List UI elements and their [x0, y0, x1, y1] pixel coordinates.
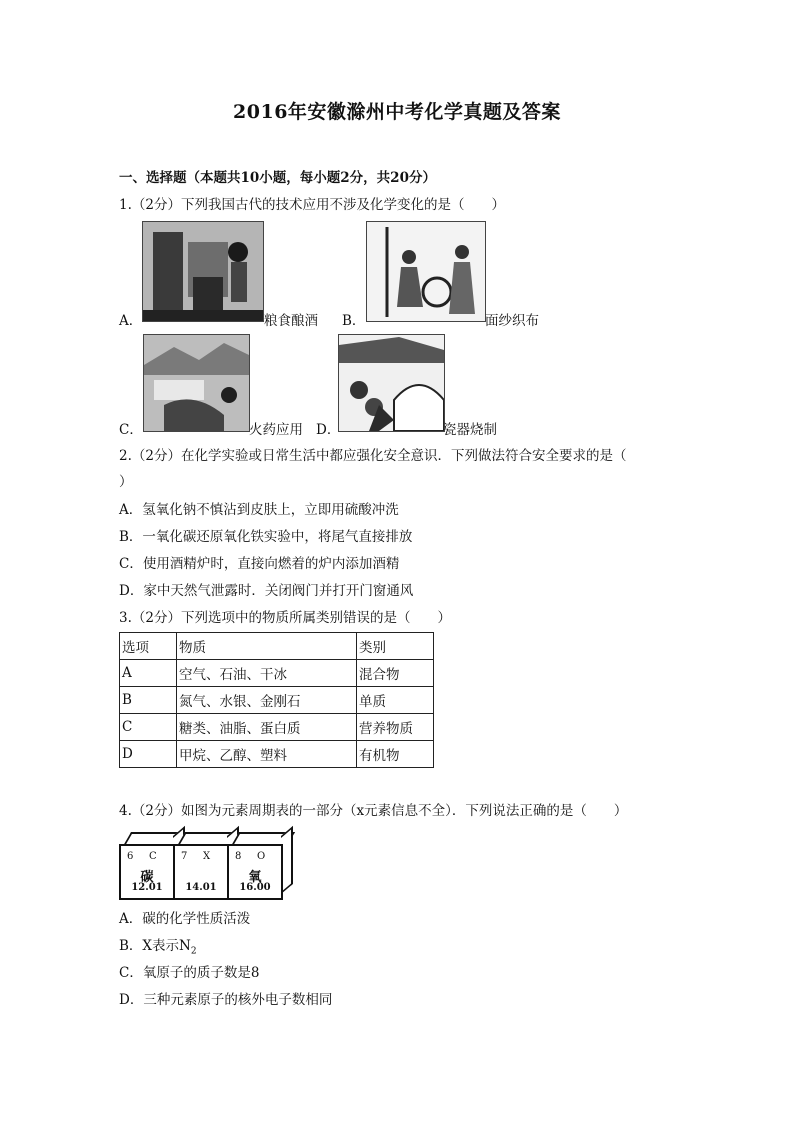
cell-option: B	[120, 687, 177, 714]
table-row	[120, 660, 434, 687]
page-title: 2016年安徽滁州中考化学真题及答案	[233, 101, 561, 123]
q4-option-b-subscript: 2	[190, 946, 197, 957]
q4-option-b	[119, 934, 197, 957]
option-a-letter: A．	[119, 313, 143, 329]
atomic-number: 7	[181, 851, 188, 862]
q4-option-c: C．氧原子的质子数是8	[119, 965, 260, 981]
brewing-illustration	[142, 221, 264, 322]
cell-category: 单质	[357, 687, 434, 714]
table-row	[120, 714, 434, 741]
element-symbol: C	[149, 851, 157, 862]
weaving-illustration	[366, 221, 486, 322]
cell-option: C	[120, 714, 177, 741]
cell-category: 营养物质	[357, 714, 434, 741]
q4-option-a: A．碳的化学性质活泼	[119, 911, 251, 927]
header-option: 选项	[120, 633, 177, 660]
table-row	[120, 687, 434, 714]
q4-stem: 4.（2分）如图为元素周期表的一部分（x元素信息不全）．下列说法正确的是（ ）	[119, 803, 628, 819]
atomic-mass: 12.01	[131, 882, 163, 893]
q2-option-d: D．家中天然气泄露时．关闭阀门并打开门窗通风	[119, 583, 414, 599]
header-category: 类别	[357, 633, 434, 660]
option-d-letter: D．	[316, 422, 341, 438]
cell-substance: 空气、石油、干冰	[177, 660, 357, 687]
cell-option: A	[120, 660, 177, 687]
q3-stem: 3.（2分）下列选项中的物质所属类别错误的是（ ）	[119, 610, 451, 626]
header-substance: 物质	[177, 633, 357, 660]
option-d-caption: 瓷器烧制	[443, 422, 497, 438]
table-row	[120, 741, 434, 768]
cell-substance: 甲烷、乙醇、塑料	[177, 741, 357, 768]
option-c-letter: C．	[119, 422, 143, 438]
cell-option: D	[120, 741, 177, 768]
atomic-number: 6	[127, 851, 134, 862]
q2-option-a: A．氢氧化钠不慎沾到皮肤上，立即用硫酸冲洗	[119, 502, 399, 518]
q4-option-b-text: B．X表示N	[119, 938, 191, 954]
element-name: 碳	[140, 870, 154, 885]
gunpowder-illustration	[143, 334, 250, 432]
option-a-caption: 粮食酿酒	[264, 313, 318, 329]
atomic-mass: 16.00	[239, 882, 271, 893]
section-heading: 一、选择题（本题共10小题，每小题2分，共20分）	[119, 170, 436, 186]
atomic-number: 8	[235, 851, 242, 862]
q2-stem-cont: ）	[119, 474, 133, 490]
q2-option-b: B．一氧化碳还原氧化铁实验中，将尾气直接排放	[119, 529, 413, 545]
q1-stem: 1.（2分）下列我国古代的技术应用不涉及化学变化的是（ ）	[119, 197, 505, 213]
cell-category: 混合物	[357, 660, 434, 687]
option-b-letter: B．	[342, 313, 366, 329]
option-b-caption: 面纱织布	[485, 313, 539, 329]
element-symbol: O	[257, 851, 266, 862]
q4-option-d: D．三种元素原子的核外电子数相同	[119, 992, 333, 1008]
element-name: 氧	[248, 870, 262, 885]
element-symbol: X	[203, 851, 211, 862]
cell-substance: 糖类、油脂、蛋白质	[177, 714, 357, 741]
q2-option-c: C．使用酒精炉时，直接向燃着的炉内添加酒精	[119, 556, 400, 572]
q2-stem: 2.（2分）在化学实验或日常生活中都应强化安全意识．下列做法符合安全要求的是（	[119, 448, 627, 464]
porcelain-illustration	[338, 334, 445, 432]
atomic-mass: 14.01	[185, 882, 217, 893]
cell-substance: 氮气、水银、金刚石	[177, 687, 357, 714]
cell-category: 有机物	[357, 741, 434, 768]
table-header-row	[120, 633, 434, 660]
q3-table	[119, 632, 434, 768]
option-c-caption: 火药应用	[249, 422, 303, 438]
